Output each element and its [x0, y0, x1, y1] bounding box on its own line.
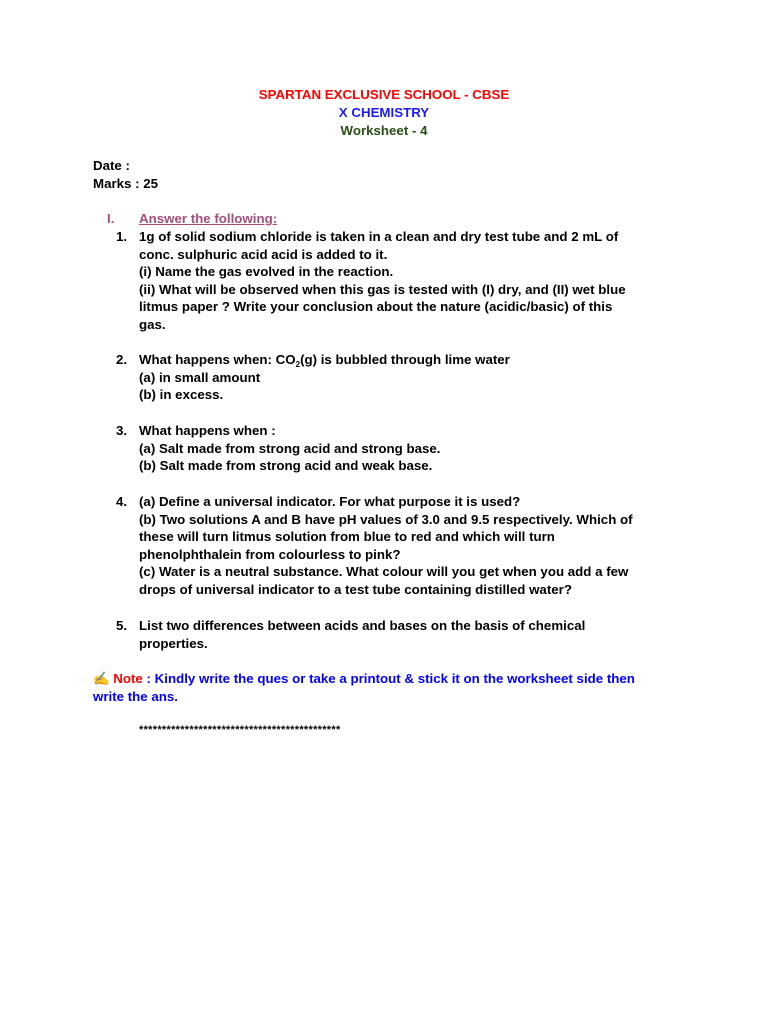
- note-label: Note: [113, 671, 143, 686]
- school-title: SPARTAN EXCLUSIVE SCHOOL - CBSE: [258, 87, 510, 102]
- question-line: (b) Salt made from strong acid and weak base.: [139, 458, 433, 474]
- question-line: (i) Name the gas evolved in the reaction.: [139, 264, 394, 280]
- subject-title: X CHEMISTRY: [338, 105, 430, 120]
- question-1-text: [139, 228, 699, 334]
- question-line: (b) in excess.: [139, 387, 224, 403]
- section-title: Answer the following:: [139, 211, 278, 226]
- question-line-part: (g) is bubbled through lime water: [300, 352, 510, 367]
- note-text: Kindly write the ques or take a printout & stick it on the worksheet side then: [154, 671, 635, 686]
- footer-asterisk-rule: ********************************************: [139, 724, 341, 736]
- question-number: 4.: [116, 494, 128, 509]
- question-number: 1.: [116, 229, 128, 244]
- question-line: conc. sulphuric acid acid is added to it.: [139, 246, 388, 262]
- subscript: 2: [295, 360, 301, 369]
- question-number: 3.: [116, 423, 128, 438]
- marks-label: Marks : 25: [93, 176, 159, 191]
- section-numeral: I.: [107, 211, 115, 226]
- question-line: drops of universal indicator to a test tube containing distilled water?: [139, 581, 572, 597]
- question-number: 5.: [116, 618, 128, 633]
- writing-hand-icon: ✍: [93, 671, 110, 686]
- note-line-1: [93, 670, 635, 688]
- question-4-text: [139, 493, 699, 599]
- question-line: (ii) What will be observed when this gas is tested with (I) dry, and (II) wet blue: [139, 281, 626, 297]
- date-label: Date :: [93, 158, 130, 173]
- question-2-text: [139, 351, 699, 404]
- question-line: these will turn litmus solution from blue to red and which will turn: [139, 529, 555, 545]
- question-line: 1g of solid sodium chloride is taken in a clean and dry test tube and 2 mL of: [139, 229, 619, 244]
- question-line: (a) Salt made from strong acid and strong base.: [139, 440, 441, 456]
- question-5-text: [139, 617, 699, 652]
- question-number: 2.: [116, 352, 128, 367]
- question-line: properties.: [139, 635, 208, 651]
- question-line: (b) Two solutions A and B have pH values of 3.0 and 9.5 respectively. Which of: [139, 511, 633, 527]
- question-line: (c) Water is a neutral substance. What colour will you get when you add a few: [139, 564, 629, 580]
- question-line: (a) in small amount: [139, 369, 261, 385]
- question-3-text: [139, 422, 699, 475]
- note-line-2: write the ans.: [93, 689, 178, 704]
- question-line: gas.: [139, 316, 166, 332]
- question-line: What happens when :: [139, 423, 276, 438]
- note-separator: :: [146, 671, 151, 686]
- worksheet-title: Worksheet - 4: [340, 123, 428, 138]
- question-line: [139, 351, 699, 369]
- question-line: litmus paper ? Write your conclusion about the nature (acidic/basic) of this: [139, 299, 613, 315]
- question-line-part: What happens when: CO: [139, 352, 296, 367]
- question-line: phenolphthalein from colourless to pink?: [139, 546, 401, 562]
- question-line: List two differences between acids and bases on the basis of chemical: [139, 618, 586, 633]
- question-line: (a) Define a universal indicator. For what purpose it is used?: [139, 494, 521, 509]
